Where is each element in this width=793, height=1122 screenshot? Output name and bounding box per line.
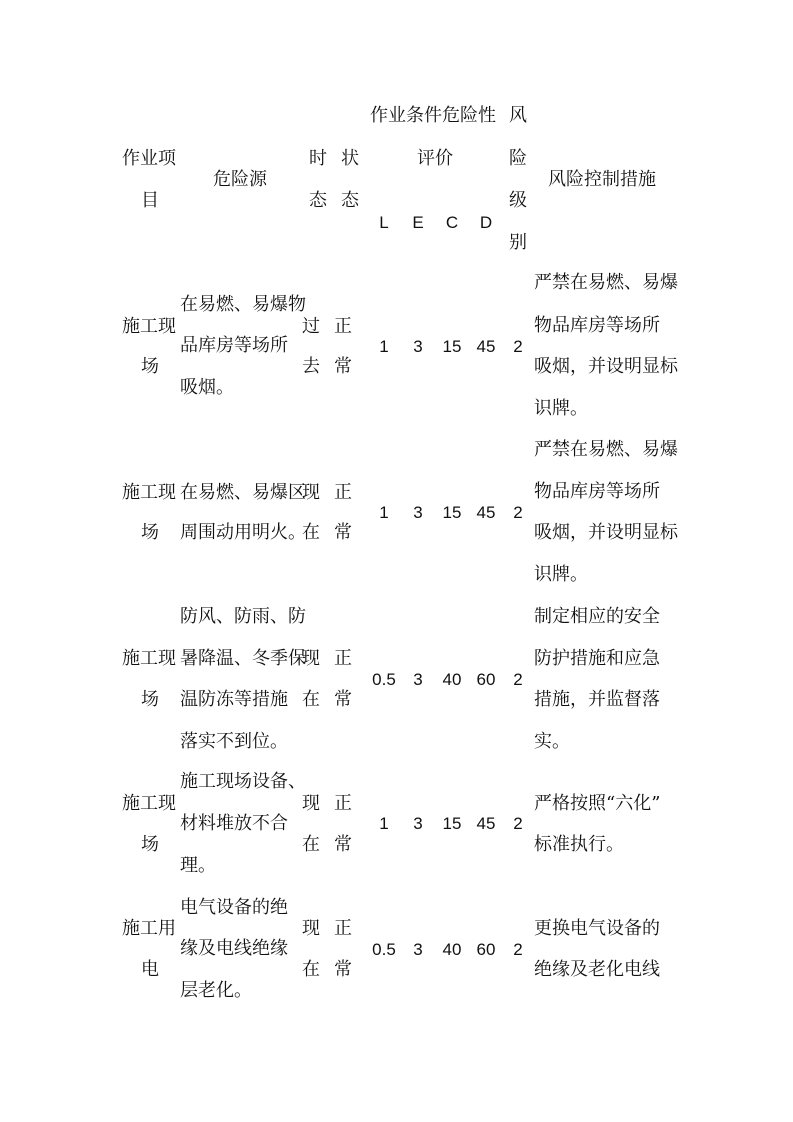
header-time-line-2: 态 <box>309 190 327 211</box>
row-time: 现 <box>302 918 320 939</box>
row-state: 正 <box>334 793 352 814</box>
row-time: 在 <box>302 959 320 980</box>
row-measure: 识牌。 <box>534 564 588 585</box>
row-risk-level: 2 <box>513 670 523 689</box>
row-hazard: 吸烟。 <box>180 377 234 398</box>
row-hazard: 电气设备的绝 <box>180 897 288 918</box>
row-e-value: 3 <box>413 337 423 356</box>
row-c-value: 15 <box>442 503 462 522</box>
header-group-sub: 评价 <box>417 148 453 169</box>
header-risk-line-3: 级 <box>509 190 527 211</box>
header-time-line-1: 时 <box>309 148 327 169</box>
row-risk-level: 2 <box>513 503 523 522</box>
row-item: 施工现 <box>122 316 176 337</box>
header-measure: 风险控制措施 <box>548 169 656 190</box>
row-e-value: 3 <box>413 940 423 959</box>
row-measure: 防护措施和应急 <box>534 648 660 669</box>
header-letter-d: D <box>479 213 493 232</box>
row-item: 电 <box>141 959 159 980</box>
row-c-value: 15 <box>442 814 462 833</box>
header-risk-line-1: 风 <box>509 105 527 126</box>
row-l-value: 1 <box>379 814 389 833</box>
row-hazard: 落实不到位。 <box>180 731 288 752</box>
row-time: 在 <box>302 689 320 710</box>
row-item: 场 <box>141 689 159 710</box>
row-risk-level: 2 <box>513 940 523 959</box>
row-hazard: 缘及电线绝缘 <box>180 938 288 959</box>
row-measure: 措施，并监督落 <box>534 689 660 710</box>
row-item: 施工现 <box>122 482 176 503</box>
row-measure: 严禁在易燃、易爆 <box>534 272 678 293</box>
row-time: 现 <box>302 793 320 814</box>
row-measure: 物品库房等场所 <box>534 481 660 502</box>
header-item-line-2: 目 <box>141 190 159 211</box>
row-c-value: 15 <box>442 337 462 356</box>
row-item: 施工现 <box>122 648 176 669</box>
row-measure: 严格按照“六化” <box>534 793 661 814</box>
header-item-line-1: 作业项 <box>122 148 176 169</box>
row-risk-level: 2 <box>513 337 523 356</box>
row-hazard: 温防冻等措施 <box>180 689 288 710</box>
header-risk-line-2: 险 <box>509 148 527 169</box>
row-l-value: 0.5 <box>372 940 396 959</box>
row-hazard: 材料堆放不合 <box>180 813 288 834</box>
row-hazard: 防风、防雨、防 <box>180 606 306 627</box>
row-d-value: 45 <box>476 503 496 522</box>
row-hazard: 理。 <box>180 855 216 876</box>
row-d-value: 45 <box>476 814 496 833</box>
row-e-value: 3 <box>413 814 423 833</box>
row-c-value: 40 <box>442 940 462 959</box>
header-state-line-1: 状 <box>341 148 359 169</box>
row-measure: 吸烟，并设明显标 <box>534 522 678 543</box>
row-state: 正 <box>334 648 352 669</box>
row-hazard: 在易燃、易爆物 <box>180 294 306 315</box>
row-state: 正 <box>334 316 352 337</box>
row-item: 施工现 <box>122 793 176 814</box>
row-state: 常 <box>334 356 352 377</box>
row-measure: 识牌。 <box>534 398 588 419</box>
row-l-value: 1 <box>379 337 389 356</box>
row-measure: 严禁在易燃、易爆 <box>534 439 678 460</box>
row-l-value: 1 <box>379 503 389 522</box>
header-state-line-2: 态 <box>341 190 359 211</box>
row-measure: 标准执行。 <box>534 834 624 855</box>
row-hazard: 层老化。 <box>180 980 252 1001</box>
row-d-value: 60 <box>476 670 496 689</box>
row-state: 常 <box>334 959 352 980</box>
row-hazard: 品库房等场所 <box>180 335 288 356</box>
row-state: 正 <box>334 482 352 503</box>
header-risk-line-4: 别 <box>509 232 527 253</box>
header-group-title: 作业条件危险性 <box>370 105 496 126</box>
row-time: 在 <box>302 522 320 543</box>
row-item: 场 <box>141 834 159 855</box>
row-time: 过 <box>302 316 320 337</box>
row-risk-level: 2 <box>513 814 523 833</box>
row-measure: 更换电气设备的 <box>534 918 660 939</box>
row-item: 场 <box>141 522 159 543</box>
row-measure: 制定相应的安全 <box>534 606 660 627</box>
header-hazard: 危险源 <box>213 169 267 190</box>
header-letter-l: L <box>379 213 389 232</box>
row-measure: 吸烟，并设明显标 <box>534 356 678 377</box>
row-state: 常 <box>334 689 352 710</box>
row-c-value: 40 <box>442 670 462 689</box>
row-time: 去 <box>302 356 320 377</box>
row-d-value: 60 <box>476 940 496 959</box>
row-time: 在 <box>302 834 320 855</box>
row-hazard: 施工现场设备、 <box>180 771 306 792</box>
row-item: 场 <box>141 356 159 377</box>
row-time: 现 <box>302 648 320 669</box>
row-state: 常 <box>334 522 352 543</box>
header-letter-c: C <box>445 213 459 232</box>
row-state: 正 <box>334 918 352 939</box>
row-measure: 实。 <box>534 731 570 752</box>
row-e-value: 3 <box>413 503 423 522</box>
row-item: 施工用 <box>122 918 176 939</box>
row-e-value: 3 <box>413 670 423 689</box>
row-hazard: 暑降温、冬季保 <box>180 648 306 669</box>
row-measure: 绝缘及老化电线 <box>534 959 660 980</box>
row-state: 常 <box>334 834 352 855</box>
row-d-value: 45 <box>476 337 496 356</box>
row-measure: 物品库房等场所 <box>534 315 660 336</box>
row-time: 现 <box>302 482 320 503</box>
row-hazard: 周围动用明火。 <box>180 522 306 543</box>
row-l-value: 0.5 <box>372 670 396 689</box>
row-hazard: 在易燃、易爆区 <box>180 482 306 503</box>
header-letter-e: E <box>412 213 424 232</box>
